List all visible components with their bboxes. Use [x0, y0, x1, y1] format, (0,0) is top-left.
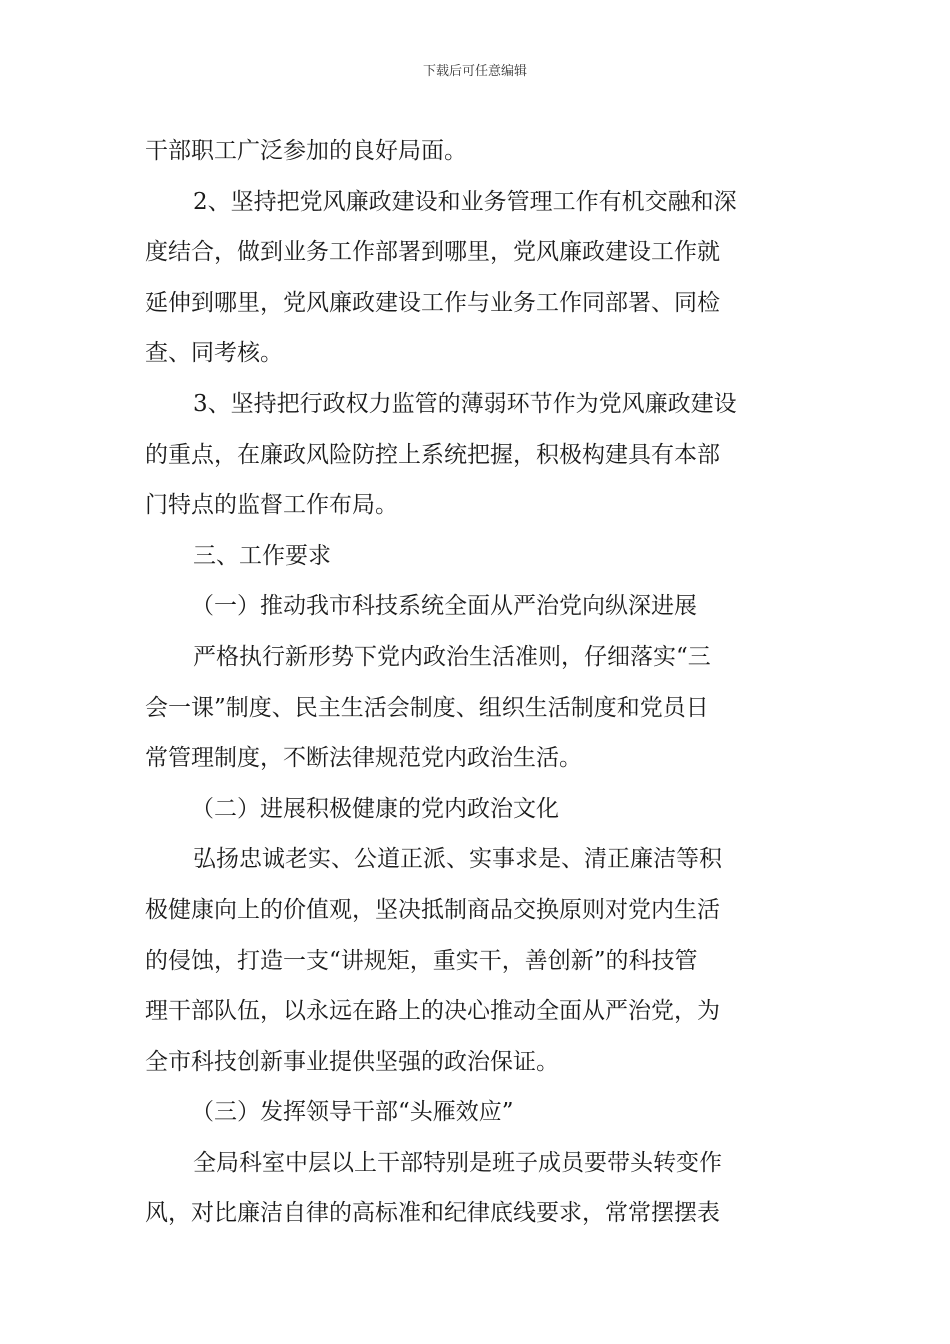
text-line: 常管理制度，不断法律规范党内政治生活。 — [145, 745, 582, 772]
page-header: 下载后可任意编辑 — [422, 64, 527, 79]
text-line: 全局科室中层以上干部特别是班子成员要带头转变作 — [193, 1149, 722, 1176]
text-line: 极健康向上的价值观，坚决抵制商品交换原则对党内生活 — [145, 896, 720, 923]
text-line: 延伸到哪里，党风廉政建设工作与业务工作同部署、同检 — [145, 289, 720, 316]
text-line: 度结合，做到业务工作部署到哪里，党风廉政建设工作就 — [145, 239, 720, 266]
document-body — [145, 126, 805, 1239]
subsection-heading: （一）推动我市科技系统全面从严治党向纵深进展 — [191, 593, 697, 620]
section-heading: 三、工作要求 — [193, 542, 331, 569]
text-line: 会一课”制度、民主生活会制度、组织生活制度和党员日 — [145, 694, 709, 721]
text-line: 门特点的监督工作布局。 — [145, 492, 398, 519]
text-line: 干部职工广泛参加的良好局面。 — [145, 138, 467, 164]
text-line: 3、坚持把行政权力监管的薄弱环节作为党风廉政建设 — [193, 390, 737, 417]
text-line: 理干部队伍，以永远在路上的决心推动全面从严治党，为 — [145, 998, 720, 1025]
text-line: 弘扬忠诚老实、公道正派、实事求是、清正廉洁等积 — [193, 846, 722, 873]
subsection-heading: （二）进展积极健康的党内政治文化 — [191, 795, 559, 822]
text-line: 的重点，在廉政风险防控上系统把握，积极构建具有本部 — [145, 441, 720, 468]
text-line: 查、同考核。 — [145, 340, 283, 367]
subsection-heading: （三）发挥领导干部“头雁效应” — [191, 1099, 514, 1126]
text-line: 2、坚持把党风廉政建设和业务管理工作有机交融和深 — [193, 188, 737, 215]
text-line: 严格执行新形势下党内政治生活准则，仔细落实“三 — [193, 643, 711, 670]
text-line: 风，对比廉洁自律的高标准和纪律底线要求，常常摆摆表 — [145, 1200, 720, 1227]
text-line: 全市科技创新事业提供坚强的政治保证。 — [145, 1048, 559, 1075]
text-line: 的侵蚀，打造一支“讲规矩，重实干，善创新”的科技管 — [145, 947, 698, 974]
